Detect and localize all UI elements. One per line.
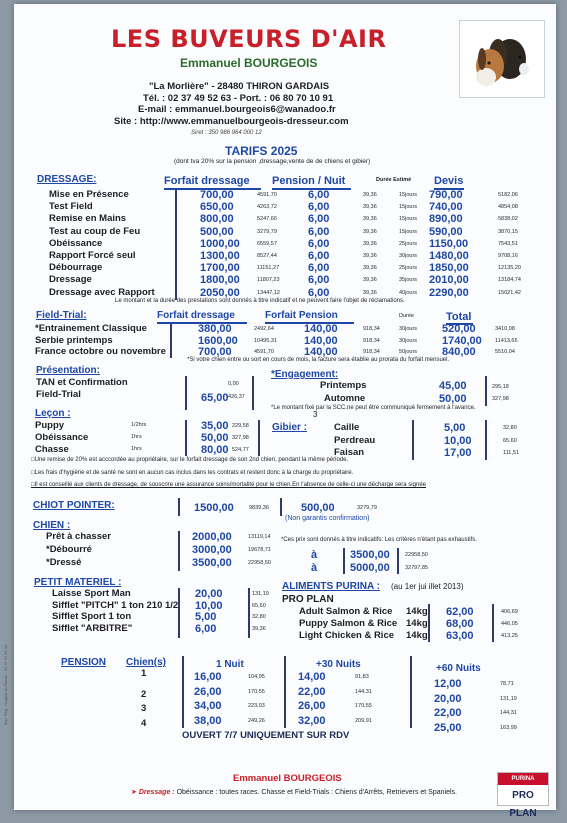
dressage-row-devis: 1850,00: [429, 262, 469, 275]
field-trial-row-label: Serbie printemps: [35, 334, 113, 346]
engagement-note: *Le montant fixé par la SCC.ne peut être communiqué fermement à l'avance.: [271, 405, 476, 411]
dressage-row-forfait: 1700,00: [200, 262, 240, 275]
dressage-row-label: Test au coup de Feu: [49, 225, 141, 237]
materiel-row-price: 6,00: [195, 623, 217, 636]
dressage-row-duree: 40jours: [399, 289, 418, 296]
aliments-row-price: 63,00: [446, 630, 474, 642]
dressage-row-pension: 6,00: [308, 213, 330, 226]
dressage-row-ht3: 4854,08: [498, 204, 518, 211]
dressage-row-ht: 11807,23: [257, 277, 280, 284]
dressage-row-ht: 8527,44: [257, 253, 277, 259]
gibier-row-label: Faisan: [334, 447, 365, 458]
presentation-field-trial-ht: 426,37: [228, 394, 245, 400]
field-trial-col-pension: Forfait Pension: [265, 310, 338, 321]
dressage-row-pension: 6,00: [308, 189, 330, 201]
dressage-row-forfait: 650,00: [200, 201, 234, 214]
chien-row-label: *Débourré: [46, 544, 92, 555]
aliments-row-ht: 446,05: [501, 621, 518, 627]
dressage-row-label: Rapport Forcé seul: [49, 250, 136, 261]
arrow-icon: ➤: [131, 789, 137, 796]
dressage-row-ht3: 5182,06: [498, 192, 518, 198]
chiot-ht-2: 3279,79: [357, 505, 377, 511]
field-trial-row-pension: 140,00: [304, 334, 338, 347]
owner-name: Emmanuel BOURGEOIS: [180, 56, 318, 70]
field-trial-row-ht: 2492,64: [254, 326, 274, 332]
pension-col-chiens: Chien(s): [126, 657, 166, 668]
materiel-row-ht: 65,60: [252, 602, 266, 609]
dressage-row-ht: 11151,27: [257, 265, 280, 272]
pension-row-dogs: 1: [141, 668, 147, 679]
materiel-row-price: 5,00: [195, 611, 217, 624]
field-trial-col-forfait: Forfait dressage: [157, 310, 235, 321]
field-trial-row-ht3: 3410,98: [495, 326, 515, 332]
chien-a-2: à: [311, 562, 318, 574]
aliments-row-label: Adult Salmon & Rice: [299, 606, 393, 617]
dressage-row-duree: 30jours: [399, 253, 418, 259]
dressage-row-label: Dressage avec Rapport: [49, 286, 155, 298]
chien-range-1: 3500,00: [350, 549, 390, 561]
chien-range-1-ht: 22958,50: [405, 552, 428, 558]
dressage-row-label: Obéissance: [49, 237, 103, 249]
chien-row-price: 2000,00: [192, 531, 232, 543]
dressage-row-ht: 5247,66: [257, 216, 277, 223]
dressage-row-devis: 2290,00: [429, 286, 469, 299]
pension-row-60: 20,00: [434, 692, 462, 705]
note-remise: □Une remise de 20% est acccordée au propriétaire, sur le forfait dressage de son 2nd chien, pendant la même période.: [31, 457, 349, 463]
field-trial-row-ht: 4591,70: [254, 349, 274, 355]
field-trial-row-forfait: 380,00: [198, 323, 232, 335]
presentation-field-trial: Field-Trial: [36, 389, 81, 400]
pension-row-1nuit: 34,00: [194, 700, 222, 712]
field-trial-row-ht3: 11413,65: [495, 337, 518, 344]
open-hours: OUVERT 7/7 UNIQUEMENT SUR RDV: [182, 730, 350, 741]
engagement-printemps: Printemps: [320, 380, 367, 391]
engagement-automne-price: 50,00: [439, 393, 467, 405]
pension-row-dogs: 3: [141, 703, 147, 714]
field-trial-row-ht: 10495,31: [254, 337, 277, 344]
dog-illustration: [459, 20, 545, 98]
pension-row-30: 14,00: [298, 671, 326, 683]
aliments-row-ht: 406,69: [501, 609, 518, 615]
pension-row-30: 26,00: [298, 700, 326, 712]
field-trial-row-total: 840,00: [442, 346, 476, 358]
gibier-row-ht: 65,60: [503, 437, 517, 444]
dressage-row-ht: 4591,70: [257, 192, 277, 198]
dressage-row-devis: 890,00: [429, 213, 463, 226]
gibier-row-ht: 32,80: [503, 425, 517, 431]
field-trial-col-duree: Durée: [399, 313, 414, 319]
presentation-tan: TAN et Confirmation: [36, 377, 128, 388]
presentation-field-trial-price: 65,00: [201, 392, 229, 404]
materiel-heading: PETIT MATERIEL :: [34, 577, 122, 588]
lecon-row-price: 50,00: [201, 432, 229, 444]
pension-row-1nuit-ht: 170,55: [248, 688, 265, 695]
dressage-row-ht2: 39,36: [363, 277, 377, 284]
lecon-row-duration: 1hrs: [131, 446, 142, 452]
chiot-ht-1: 9839,36: [249, 505, 269, 511]
footer-dressage-label: Dressage :: [138, 789, 175, 796]
pension-row-1nuit-ht: 249,26: [248, 717, 265, 724]
pension-row-1nuit-ht: 223,03: [248, 703, 265, 709]
materiel-row-label: Sifflet "ARBITRE": [52, 623, 133, 635]
dressage-row-ht3: 3870,15: [498, 228, 518, 235]
presentation-tan-ht: 0,00: [228, 381, 239, 387]
aliments-row-kg: 14kg: [406, 618, 428, 629]
aliments-row-price: 62,00: [446, 606, 474, 618]
dressage-col-devis: Devis: [434, 175, 464, 187]
lecon-row-ht: 229,58: [232, 423, 249, 429]
dressage-row-ht3: 9708,16: [498, 253, 518, 259]
dressage-heading: DRESSAGE:: [37, 174, 97, 185]
field-trial-col-total: Total: [446, 311, 472, 323]
dressage-row-duree: 25jours: [399, 240, 418, 247]
dressage-row-pension: 6,00: [308, 286, 330, 299]
dressage-row-ht2: 39,36: [363, 240, 377, 247]
dressage-row-ht3: 5838,02: [498, 216, 518, 223]
siret: Siret : 350 986 964 000 12: [191, 130, 262, 136]
aliments-row-kg: 14kg: [406, 630, 428, 641]
dressage-row-duree: 35jours: [399, 277, 418, 284]
field-trial-row-pension: 140,00: [304, 323, 338, 335]
dressage-row-ht2: 39,36: [363, 265, 377, 272]
tarifs-subtitle: (dont tva 20% sur la pension ,dressage,vente de de chiens et gibier): [174, 158, 371, 165]
chien-row-label: *Dressé: [46, 557, 82, 568]
pension-col-30: +30 Nuits: [316, 659, 361, 670]
pension-row-30-ht: 170,55: [355, 703, 372, 709]
dressage-row-pension: 6,00: [308, 237, 330, 250]
dressage-row-devis: 1150,00: [429, 237, 469, 250]
address: "La Morlière" - 28480 THIRON GARDAIS: [149, 81, 330, 92]
field-trial-row-pension: 140,00: [304, 346, 338, 358]
field-trial-row-duree: 30jours: [399, 326, 418, 332]
engagement-printemps-ht: 295,18: [492, 384, 509, 390]
pension-row-60-ht: 144,31: [500, 710, 517, 716]
footer-dressage-text: Obéissance : toutes races. Chasse et Field-Trials : Chiens d'Arrêts, Retrievers et Spaniels.: [174, 789, 457, 796]
phone: Tél. : 02 37 49 52 63 - Port. : 06 80 70 10 91: [143, 93, 334, 104]
dressage-row-ht2: 39,36: [363, 228, 377, 235]
chien-row-label: Prêt à chasser: [46, 531, 111, 542]
materiel-row-label: Laisse Sport Man: [52, 588, 131, 599]
lecon-row-price: 35,00: [201, 420, 229, 432]
dressage-row-ht3: 15021,42: [498, 289, 521, 296]
field-trial-row-total: 1740,00: [442, 334, 482, 347]
gibier-row-ht: 111,51: [503, 450, 520, 456]
chien-row-price: 3000,00: [192, 544, 232, 556]
field-trial-row-forfait: 1600,00: [198, 334, 238, 347]
pension-row-60: 12,00: [434, 678, 462, 690]
chien-row-ht: 19678,71: [248, 547, 271, 553]
pension-row-dogs: 2: [141, 688, 147, 700]
aliments-row-label: Puppy Salmon & Rice: [299, 618, 398, 629]
tarifs-title: TARIFS 2025: [225, 144, 298, 158]
pension-col-1nuit: 1 Nuit: [216, 659, 244, 670]
pension-row-30: 22,00: [298, 685, 326, 698]
materiel-row-ht: 131,19: [252, 591, 269, 597]
field-trial-row-duree: 50jours: [399, 349, 418, 355]
materiel-row-label: Sifflet "PITCH" 1 ton 210 1/2: [52, 599, 179, 611]
field-trial-row-total: 520,00: [442, 323, 476, 335]
aliments-brand: PRO PLAN: [282, 594, 334, 605]
field-trial-row-label: *Entrainement Classique: [35, 323, 147, 334]
pension-row-1nuit: 26,00: [194, 685, 222, 698]
field-trial-row-duree: 30jours: [399, 337, 418, 344]
aliments-heading: ALIMENTS PURINA :: [282, 581, 380, 592]
chiot-price-1: 1500,00: [194, 502, 234, 514]
aliments-row-ht: 413,25: [501, 633, 518, 639]
aliments-row-label: Light Chicken & Rice: [299, 630, 395, 641]
pension-row-60: 22,00: [434, 707, 462, 719]
chiot-note: (Non garantis confirmation): [285, 515, 370, 522]
dressage-row-ht3: 13184,74: [498, 277, 521, 284]
engagement-printemps-price: 45,00: [439, 380, 467, 392]
chien-row-ht: 22958,50: [248, 560, 271, 566]
purina-logo-bottom: PRO PLAN: [509, 790, 537, 819]
footer-line: [131, 789, 457, 796]
engagement-automne: Automne: [324, 393, 366, 404]
field-trial-row-forfait: 700,00: [198, 346, 232, 358]
dressage-row-ht: 4263,72: [257, 204, 277, 211]
email: E-mail : emmanuel.bourgeois6@wanadoo.fr: [138, 104, 336, 115]
chiot-price-2: 500,00: [301, 502, 335, 514]
dressage-row-forfait: 1000,00: [200, 237, 240, 250]
field-trial-row-label: France octobre ou novembre: [35, 346, 166, 357]
chien-row-price: 3500,00: [192, 557, 232, 569]
dressage-row-forfait: 1800,00: [200, 274, 240, 287]
dressage-row-devis: 2010,00: [429, 274, 469, 287]
purina-logo-top: PURINA: [498, 773, 548, 785]
dressage-row-ht: 6559,57: [257, 240, 277, 247]
dressage-row-label: Dressage: [49, 274, 92, 286]
dressage-row-duree: 15jours: [399, 204, 418, 211]
dressage-row-pension: 6,00: [308, 250, 330, 262]
pension-row-60-ht: 163,99: [500, 724, 517, 731]
field-trial-row-ht3: 5510,04: [495, 349, 515, 355]
dressage-row-ht2: 39,36: [363, 192, 377, 198]
chien-range-2: 5000,00: [350, 562, 390, 574]
page-number: 3: [313, 410, 318, 419]
lecon-row-duration: 1hrs: [131, 434, 142, 440]
presentation-heading: Présentation:: [36, 365, 100, 376]
chien-heading: CHIEN :: [33, 520, 71, 531]
pension-row-60: 25,00: [434, 721, 462, 734]
materiel-row-price: 20,00: [195, 588, 223, 600]
dressage-row-forfait: 700,00: [200, 189, 234, 201]
price-sheet: [14, 4, 556, 819]
dressage-row-pension: 6,00: [308, 225, 330, 238]
field-trial-row-ht2: 918,34: [363, 337, 380, 344]
dressage-row-label: Remise en Mains: [49, 213, 127, 225]
lecon-heading: Leçon :: [35, 408, 71, 419]
chiot-heading: CHIOT POINTER:: [33, 500, 115, 511]
chien-range-2-ht: 32797,85: [405, 565, 428, 571]
dressage-row-ht2: 39,36: [363, 216, 377, 223]
pension-row-30-ht: 209,91: [355, 717, 372, 724]
dressage-row-duree: 15jours: [399, 216, 418, 223]
dressage-row-devis: 590,00: [429, 225, 463, 238]
note-frais: □Les frais d'hygiène et de santé ne sont en aucun cas inclus dans les contrats et restent donc à la charge du propriétaire.: [31, 470, 354, 476]
dressage-row-forfait: 500,00: [200, 225, 234, 238]
chien-note: *Ces prix sont donnés à titre indicatifs: Les critères n'étant pas exhaustifs.: [281, 537, 477, 543]
lecon-row-label: Obéissance: [35, 432, 89, 443]
dressage-row-pension: 6,00: [308, 262, 330, 275]
materiel-row-label: Sifflet Sport 1 ton: [52, 611, 132, 623]
pension-row-30-ht: 144,31: [355, 688, 372, 695]
gibier-heading: Gibier :: [272, 422, 308, 433]
dressage-row-forfait: 800,00: [200, 213, 234, 226]
dressage-row-devis: 740,00: [429, 201, 463, 214]
dressage-row-duree: 25jours: [399, 265, 418, 272]
field-trial-row-ht2: 918,34: [363, 326, 380, 332]
dressage-row-pension: 6,00: [308, 274, 330, 287]
dressage-row-duree: 15jours: [399, 192, 418, 198]
pension-row-60-ht: 131,19: [500, 695, 517, 702]
pension-row-30-ht: 91,83: [355, 674, 369, 680]
gibier-row-price: 10,00: [444, 434, 472, 447]
dressage-row-ht2: 39,36: [363, 253, 377, 259]
chien-a-1: à: [311, 549, 318, 561]
chien-row-ht: 13119,14: [248, 534, 271, 540]
dressage-row-ht: 3279,79: [257, 228, 277, 235]
dressage-col-pension: Pension / Nuit: [272, 175, 346, 187]
dressage-row-label: Débourrage: [49, 262, 103, 274]
dressage-row-forfait: 2050,00: [200, 286, 240, 299]
field-trial-note: *Si votre chien entre ou sort en cours de mois, la facture sera établie au prorata du forfait mensuel.: [187, 357, 450, 363]
dressage-row-ht2: 39,36: [363, 289, 377, 296]
field-trial-row-ht2: 918,34: [363, 349, 380, 355]
lecon-row-label: Puppy: [35, 420, 65, 431]
dressage-row-label: Test Field: [49, 201, 93, 213]
printer-credit: Imp. Rsg - Nogent-le-Rotrou - 02 37 52 61 04: [3, 644, 8, 725]
gibier-row-label: Perdreau: [334, 434, 376, 446]
pension-row-60-ht: 78,71: [500, 681, 514, 687]
lecon-row-price: 80,00: [201, 444, 229, 456]
field-trial-heading: Field-Trial:: [36, 310, 87, 321]
purina-proplan-logo: [497, 772, 549, 819]
pension-row-1nuit: 16,00: [194, 671, 222, 683]
lecon-row-ht: 327,98: [232, 435, 249, 441]
engagement-automne-ht: 327,98: [492, 396, 509, 402]
dressage-row-ht3: 12135,20: [498, 265, 521, 272]
dressage-row-forfait: 1300,00: [200, 250, 240, 262]
lecon-row-ht: 524,77: [232, 447, 249, 453]
aliments-row-price: 68,00: [446, 618, 474, 630]
lecon-row-duration: 1/2hrs: [131, 422, 147, 428]
dressage-row-ht3: 7543,51: [498, 240, 518, 247]
aliments-row-kg: 14kg: [406, 606, 428, 617]
pension-row-dogs: 4: [141, 717, 147, 729]
page-title: LES BUVEURS D'AIR: [111, 25, 387, 53]
pension-col-60: +60 Nuits: [436, 663, 481, 674]
aliments-date: (au 1er jui illet 2013): [391, 582, 464, 591]
dressage-row-devis: 790,00: [429, 189, 463, 201]
materiel-row-ht: 32,80: [252, 614, 266, 621]
dressage-row-ht2: 39,36: [363, 204, 377, 211]
dressage-col-forfait: Forfait dressage: [164, 175, 250, 187]
note-assurance: □Il est conseillé aux clients de dressage, de souscrire une assurance soins/mortalité pour le chien.En l'absence de celle-ci une décharge sera signée: [31, 482, 426, 488]
lecon-row-label: Chasse: [35, 444, 69, 455]
website: Site : http://www.emmanuelbourgeois-dresseur.com: [114, 116, 349, 127]
pension-row-30: 32,00: [298, 714, 326, 727]
gibier-row-label: Caille: [334, 422, 360, 433]
dressage-row-label: Mise en Présence: [49, 189, 129, 200]
pension-row-1nuit: 38,00: [194, 714, 222, 727]
pension-heading: PENSION: [61, 657, 107, 668]
dressage-row-pension: 6,00: [308, 201, 330, 214]
dressage-col-duree: Durée Estimé: [376, 177, 412, 183]
footer-name: Emmanuel BOURGEOIS: [233, 773, 342, 784]
materiel-row-price: 10,00: [195, 599, 223, 612]
dressage-row-ht: 13447,12: [257, 289, 280, 296]
gibier-row-price: 5,00: [444, 422, 466, 434]
gibier-row-price: 17,00: [444, 447, 472, 459]
dressage-note: Le montant et la durée des prestations sont donnés à titre indicatif et ne peuvent faire l'objet de réclamations.: [115, 298, 405, 304]
pension-row-1nuit-ht: 104,95: [248, 674, 265, 680]
dressage-row-duree: 15jours: [399, 228, 418, 235]
materiel-row-ht: 39,36: [252, 626, 266, 633]
dressage-row-devis: 1480,00: [429, 250, 469, 262]
engagement-heading: *Engagement:: [271, 369, 339, 380]
